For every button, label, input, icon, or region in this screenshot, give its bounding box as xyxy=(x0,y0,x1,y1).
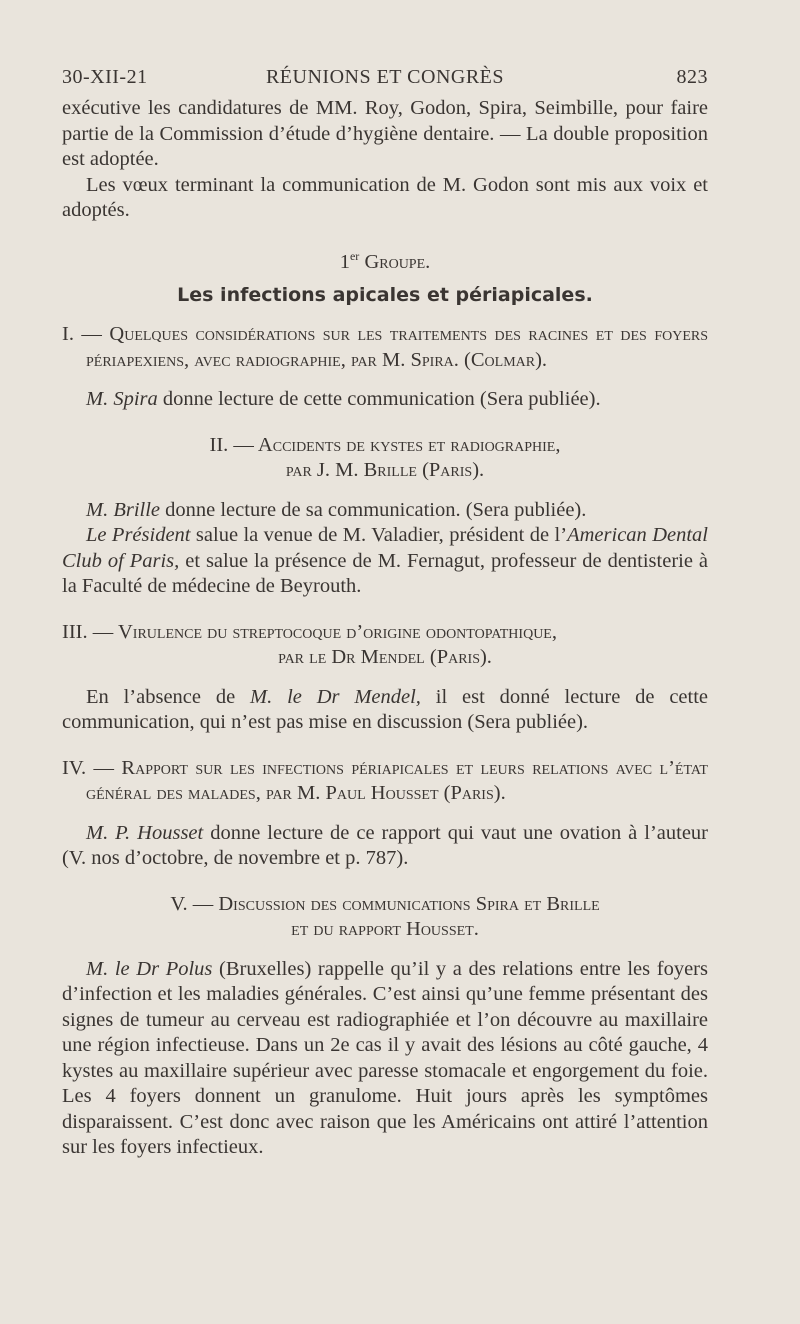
groupe-number: 1 xyxy=(339,250,350,273)
paragraph-candidatures: exécutive les candidatures de MM. Roy, Godon, Spira, Seimbille, pour faire partie de la Commission d’étude d’hygiène dentaire. — La double proposition est adoptée. xyxy=(62,97,708,170)
s2-name: M. Brille xyxy=(86,498,161,521)
s2-text: donne lecture de sa communication. (Sera publiée). xyxy=(165,498,587,521)
s5-title-line1: V. — Discussion des communications Spira et Brille xyxy=(170,892,600,915)
s1-paragraph xyxy=(62,387,708,413)
s1-text: donne lecture de cette communication (Sera publiée). xyxy=(162,388,601,411)
s1-title: I. — Quelques considérations sur les traitements des racines et des foyers périapexiens, avec radiographie, par M. Spira. (Colmar). xyxy=(62,323,708,371)
s5-title-line2: et du rapport Housset. xyxy=(291,918,479,941)
page-number: 823 xyxy=(676,66,708,88)
groupe-label: Groupe. xyxy=(364,250,431,273)
s1-name: M. Spira xyxy=(86,388,158,411)
s3-title-line2: par le Dr Mendel (Paris). xyxy=(278,646,492,669)
s2-paragraph xyxy=(62,498,708,524)
section-subtitle: Les infections apicales et périapicales. xyxy=(177,283,593,306)
s5-paragraph xyxy=(62,957,708,1161)
s3-title-line1: III. — Virulence du streptocoque d’origine odontopathique, xyxy=(62,620,557,643)
s2-rest: et salue la présence de M. Fernagut, professeur de dentisterie à la Faculté de médecine de Beyrouth. xyxy=(62,549,708,598)
s3-name: M. le Dr Mendel, xyxy=(250,685,421,708)
s2-title-line2: par J. M. Brille (Paris). xyxy=(285,459,485,482)
running-header xyxy=(62,66,708,96)
s3-text-b: il est donné lecture de cette communication, qui n’est pas mise en discussion (Sera publiée). xyxy=(62,685,709,734)
s2-president-text: salue la venue de M. Valadier, président de l’ xyxy=(195,524,568,547)
s2-title-line1: II. — Accidents de kystes et radiographie, xyxy=(209,433,561,456)
s4-paragraph xyxy=(62,821,708,872)
header-date: 30-XII-21 xyxy=(62,66,148,88)
groupe-heading xyxy=(62,244,708,275)
s3-paragraph xyxy=(62,685,708,736)
groupe-sup: er xyxy=(349,248,360,263)
s2-president-paragraph xyxy=(62,523,708,600)
s2-club: American Dental Club of Paris, xyxy=(62,524,709,572)
header-title: RÉUNIONS ET CONGRÈS xyxy=(265,66,505,88)
s3-text-a: En l’absence de xyxy=(86,685,236,708)
s2-president: Le Président xyxy=(86,524,191,547)
s4-text: donne lecture de ce rapport qui vaut une ovation à l’auteur (V. nos d’octobre, de novembre et p. 787). xyxy=(62,821,709,870)
page-body xyxy=(62,96,708,1161)
s4-name: M. P. Housset xyxy=(86,821,204,844)
s4-title: IV. — Rapport sur les infections périapicales et leurs relations avec l’état général des malades, par M. Paul Housset (Paris). xyxy=(62,756,708,805)
paragraph-voeux: Les vœux terminant la communication de M. Godon sont mis aux voix et adoptés. xyxy=(62,173,708,221)
s5-name: M. le Dr Polus xyxy=(86,957,213,980)
s5-text: (Bruxelles) rappelle qu’il y a des relations entre les foyers d’infection et les maladies générales. C’est ainsi qu’une femme présentant des signes de tumeur au cerveau est radiographiée et l’on découvre au maxillaire une région infectieuse. Dans un 2e cas il y avait des lésions au côté gauche, 4 kystes au maxillaire supérieur avec paresse stomacale et engorgement du foie. Les 4 foyers donnent un granulome. Huit jours après les symptômes disparaissent. C’est donc avec raison que les Américains ont attiré l’attention sur les foyers infectieux. xyxy=(62,957,708,1159)
